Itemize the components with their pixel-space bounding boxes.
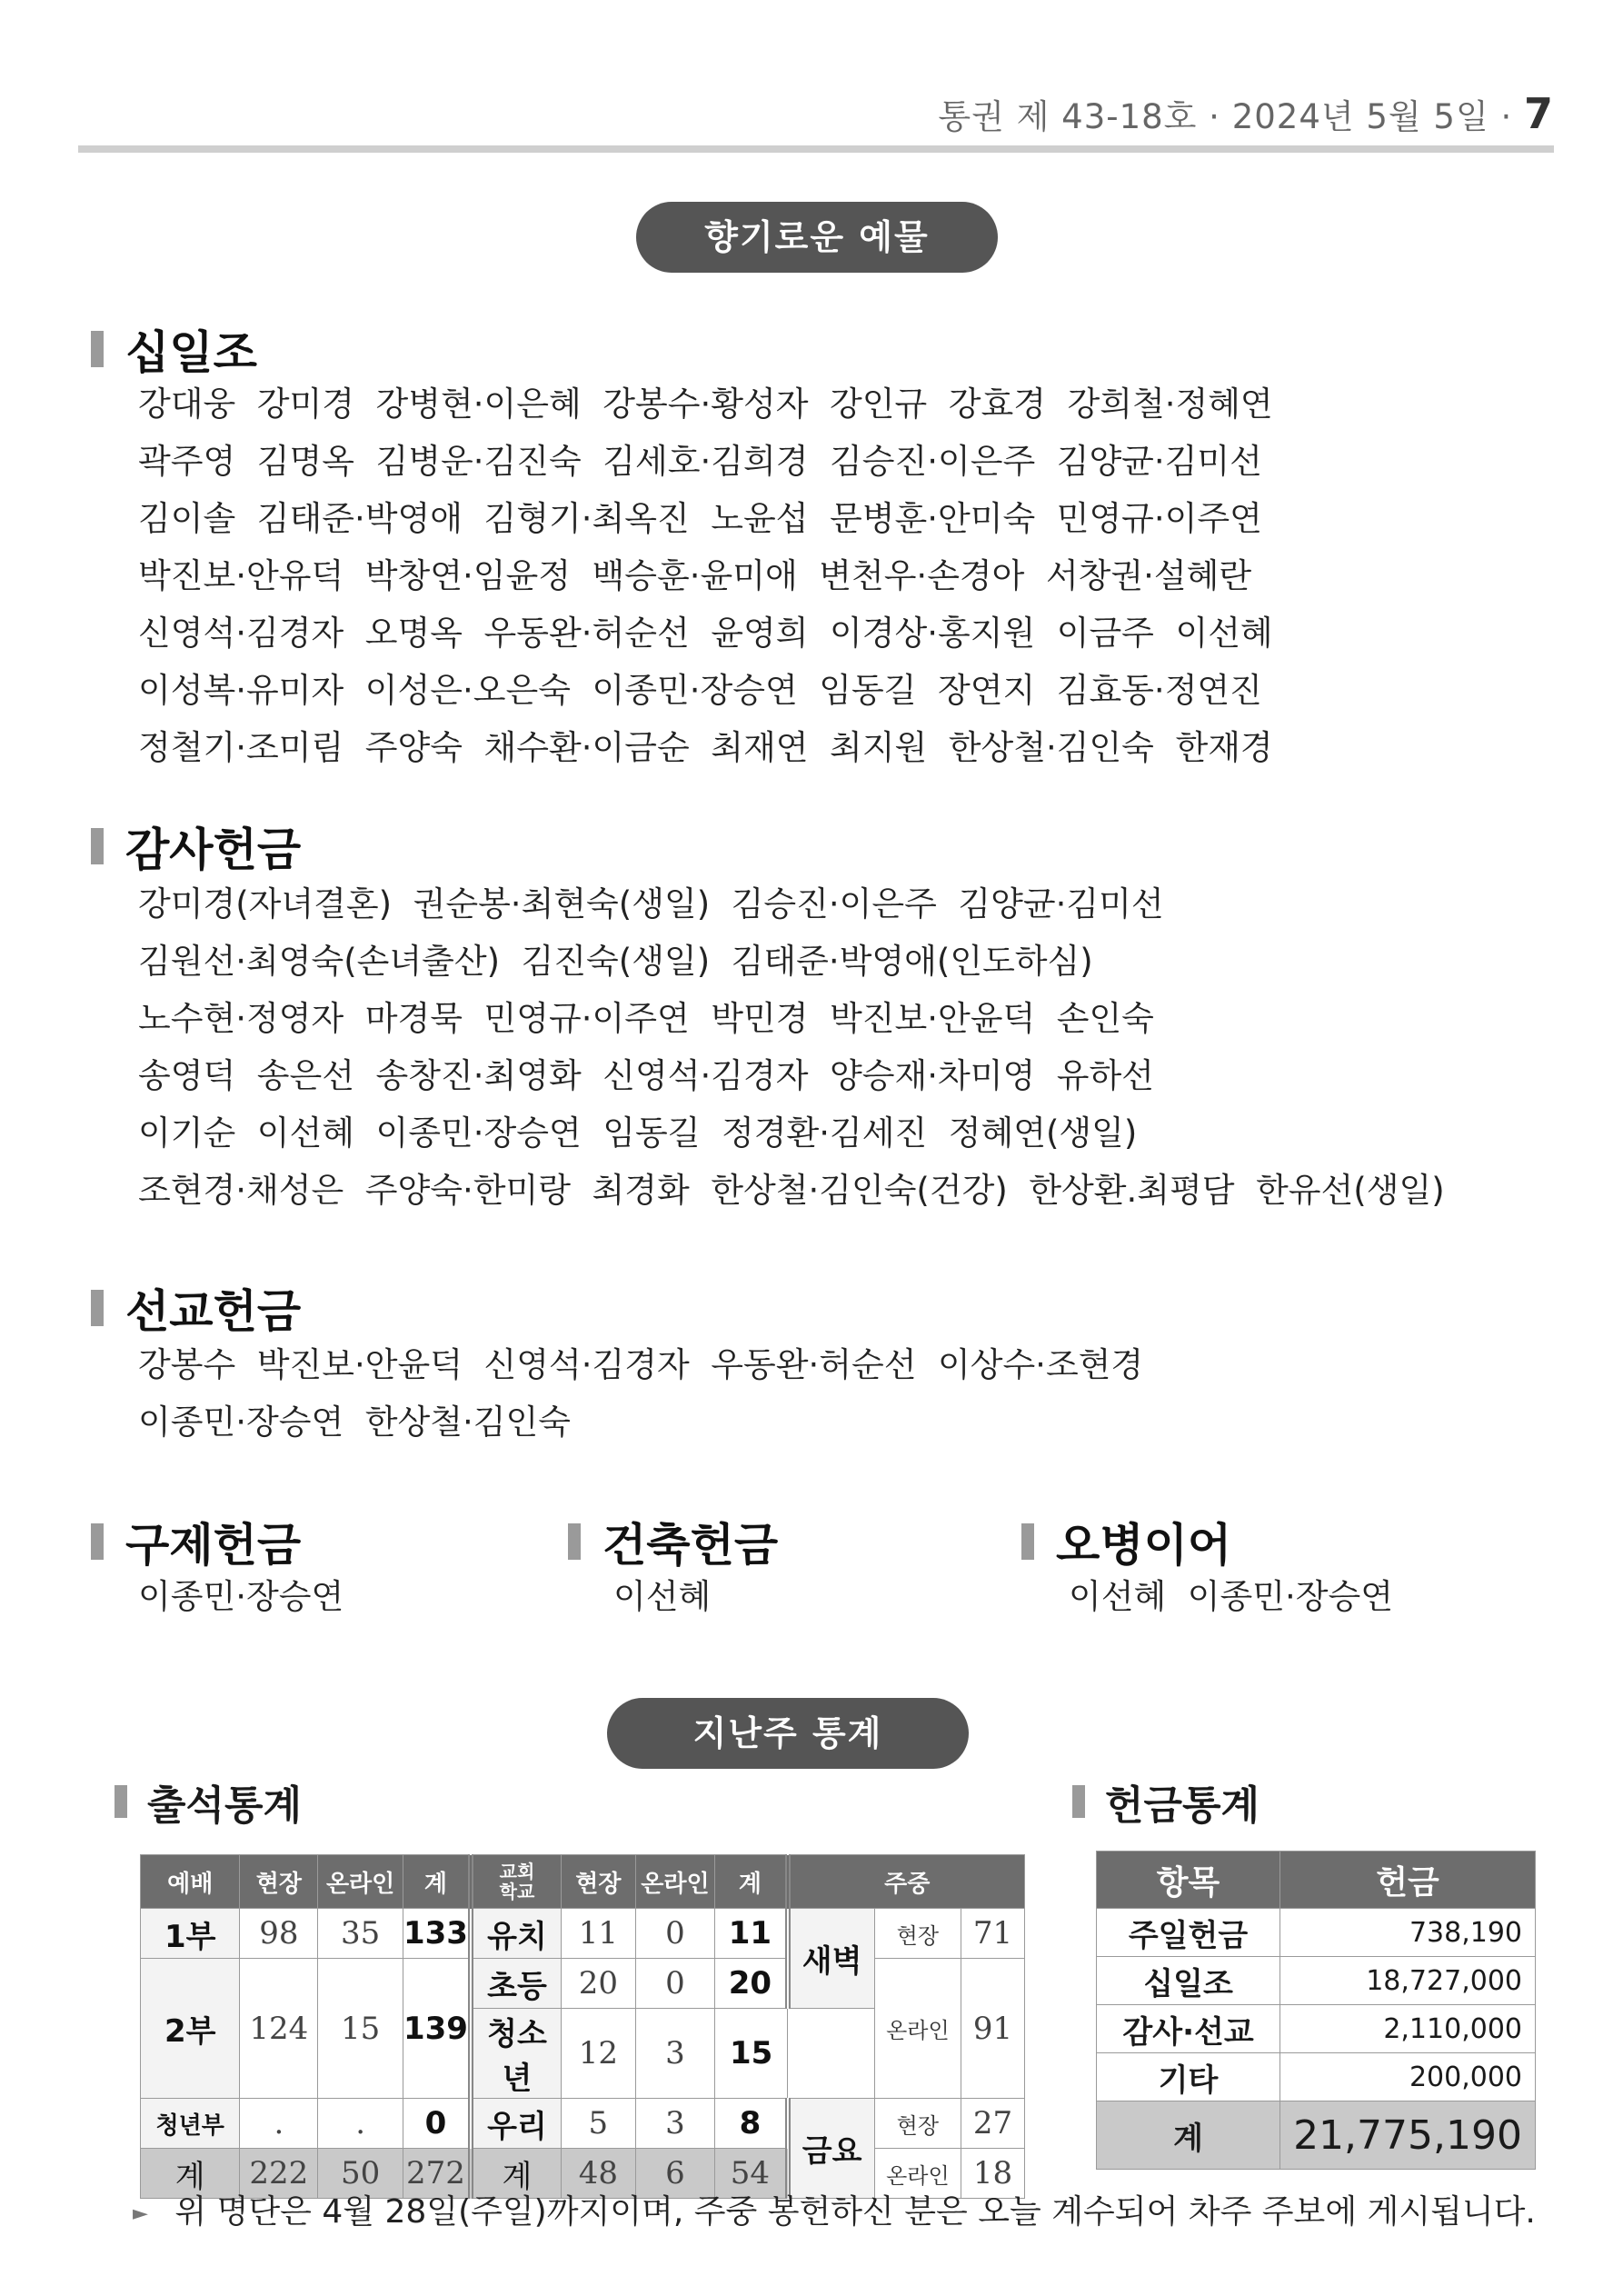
mission-title-text: 선교헌금 xyxy=(125,1285,302,1338)
cell-online: 35 xyxy=(318,1909,403,1959)
name-line: 이종민·장승연 한상철·김인숙 xyxy=(138,1403,571,1442)
relief-title-text: 구제헌금 xyxy=(125,1519,302,1572)
cell-total: 15 xyxy=(715,2009,788,2099)
building-title-text: 건축헌금 xyxy=(602,1519,779,1572)
issue-text: 통권 제 43-18호 · 2024년 5월 5일 · xyxy=(938,97,1513,136)
offering-amount: 200,000 xyxy=(1280,2053,1536,2101)
col-onsite: 현장 xyxy=(240,1855,318,1909)
tithe-title-text: 십일조 xyxy=(125,326,257,379)
row-label: 2부 xyxy=(141,1959,240,2099)
friday-onsite-label: 현장 xyxy=(874,2099,961,2149)
thanks-title-text: 감사헌금 xyxy=(125,824,302,876)
table-row xyxy=(1097,2005,1536,2053)
col-amount: 헌금 xyxy=(1280,1852,1536,1909)
table-row xyxy=(1097,2053,1536,2101)
footnote-text: 위 명단은 4월 28일(주일)까지이며, 주중 봉헌하신 분은 오늘 계수되어 차주 주보에 게시됩니다. xyxy=(174,2193,1536,2231)
section-marker xyxy=(568,1523,581,1560)
col-service: 예배 xyxy=(141,1855,240,1909)
page-header xyxy=(78,73,1554,153)
dawn-label: 새벽 xyxy=(788,1909,875,2009)
offering-item: 십일조 xyxy=(1097,1957,1280,2005)
thanks-names xyxy=(138,875,1445,1219)
offering-amount: 2,110,000 xyxy=(1280,2005,1536,2053)
section-marker xyxy=(115,1785,127,1818)
dawn-onsite-label: 현장 xyxy=(874,1909,961,1959)
cell-onsite: 12 xyxy=(561,2009,635,2099)
cell-online: 50 xyxy=(318,2149,403,2199)
offering-item: 주일헌금 xyxy=(1097,1909,1280,1957)
attendance-header-row xyxy=(141,1855,1025,1909)
row-label: 청소년 xyxy=(471,2009,562,2099)
attendance-title-text: 출석통계 xyxy=(147,1782,303,1829)
tithe-names xyxy=(138,375,1273,776)
name-line: 정철기·조미림 주양숙 채수환·이금순 최재연 최지원 한상철·김인숙 한재경 xyxy=(138,728,1273,767)
total-amount: 21,775,190 xyxy=(1280,2101,1536,2170)
friday-online-label: 온라인 xyxy=(874,2149,961,2199)
name-line: 이기순 이선혜 이종민·장승연 임동길 정경환·김세진 정혜연(생일) xyxy=(138,1113,1138,1153)
table-row xyxy=(141,2099,1025,2149)
offering-item: 기타 xyxy=(1097,2053,1280,2101)
cell-onsite: 98 xyxy=(240,1909,318,1959)
name-line: 조현경·채성은 주양숙·한미랑 최경화 한상철·김인숙(건강) 한상환.최평담 한유선(생일) xyxy=(138,1171,1445,1210)
cell-onsite: . xyxy=(240,2099,318,2149)
money-title xyxy=(1072,1772,1260,1831)
dawn-online-label: 온라인 xyxy=(874,1959,961,2099)
cell-total: 11 xyxy=(715,1909,788,1959)
name-line: 박진보·안유덕 박창연·임윤정 백승훈·윤미애 변천우·손경아 서창권·설혜란 xyxy=(138,556,1252,595)
cell-total: 0 xyxy=(403,2099,470,2149)
table-row xyxy=(1097,1957,1536,2005)
cell-total: 20 xyxy=(715,1959,788,2009)
section-marker xyxy=(91,828,104,864)
offerings-pill: 향기로운 예물 xyxy=(636,202,998,273)
cell-online: . xyxy=(318,2099,403,2149)
offering-amount: 738,190 xyxy=(1280,1909,1536,1957)
thanks-title xyxy=(91,814,301,879)
offering-table xyxy=(1096,1851,1536,2170)
cell-onsite: 11 xyxy=(561,1909,635,1959)
row-label: 1부 xyxy=(141,1909,240,1959)
dawn-online-value: 91 xyxy=(961,1959,1025,2099)
col-item: 항목 xyxy=(1097,1852,1280,1909)
name-line: 송영덕 송은선 송창진·최영화 신영석·김경자 양승재·차미영 유하선 xyxy=(138,1056,1154,1095)
cell-total: 54 xyxy=(715,2149,788,2199)
school-header-top: 교회 xyxy=(499,1861,535,1882)
offering-header-row xyxy=(1097,1852,1536,1909)
offering-item: 감사·선교 xyxy=(1097,2005,1280,2053)
school-header-bottom: 학교 xyxy=(499,1881,535,1902)
building-names: 이선혜 xyxy=(613,1577,712,1616)
attendance-table xyxy=(140,1854,1025,2199)
friday-online-value: 18 xyxy=(961,2149,1025,2199)
mission-names xyxy=(138,1336,1143,1451)
table-row xyxy=(141,1909,1025,1959)
section-marker xyxy=(91,1290,104,1326)
name-line: 이성복·유미자 이성은·오은숙 이종민·장승연 임동길 장연지 김효동·정연진 xyxy=(138,671,1262,710)
cell-online: 3 xyxy=(635,2099,715,2149)
cell-total: 272 xyxy=(403,2149,470,2199)
offering-amount: 18,727,000 xyxy=(1280,1957,1536,2005)
name-line: 곽주영 김명옥 김병운·김진숙 김세호·김희경 김승진·이은주 김양균·김미선 xyxy=(138,442,1262,481)
row-label: 계 xyxy=(141,2149,240,2199)
building-title xyxy=(568,1509,778,1574)
section-marker xyxy=(1021,1523,1034,1560)
col-online: 온라인 xyxy=(318,1855,403,1909)
col-weekday: 주중 xyxy=(788,1855,1025,1909)
relief-names: 이종민·장승연 xyxy=(138,1577,344,1616)
section-marker xyxy=(91,1523,104,1560)
cell-onsite: 124 xyxy=(240,1959,318,2099)
dawn-onsite-value: 71 xyxy=(961,1909,1025,1959)
widow-names: 이선혜 이종민·장승연 xyxy=(1069,1577,1393,1616)
attendance-title xyxy=(115,1772,302,1831)
col-school xyxy=(471,1855,562,1909)
cell-online: 0 xyxy=(635,1909,715,1959)
cell-total: 139 xyxy=(403,1959,470,2099)
table-row xyxy=(1097,1909,1536,1957)
cell-onsite: 48 xyxy=(561,2149,635,2199)
total-row xyxy=(1097,2101,1536,2170)
row-label: 청년부 xyxy=(141,2099,240,2149)
widow-title-text: 오병이어 xyxy=(1056,1519,1232,1572)
row-label: 초등 xyxy=(471,1959,562,2009)
cell-online: 3 xyxy=(635,2009,715,2099)
total-label: 계 xyxy=(1097,2101,1280,2170)
name-line: 김이솔 김태준·박영애 김형기·최옥진 노윤섭 문병훈·안미숙 민영규·이주연 xyxy=(138,499,1262,538)
friday-label: 금요 xyxy=(788,2099,875,2199)
friday-onsite-value: 27 xyxy=(961,2099,1025,2149)
col-total: 계 xyxy=(403,1855,470,1909)
page-number: 7 xyxy=(1523,89,1554,138)
tithe-title xyxy=(91,316,257,382)
mission-title xyxy=(91,1275,301,1341)
issue-info xyxy=(938,89,1554,138)
row-label: 유치 xyxy=(471,1909,562,1959)
triangle-bullet-icon: ► xyxy=(133,2201,148,2225)
row-label: 우리 xyxy=(471,2099,562,2149)
cell-online: 6 xyxy=(635,2149,715,2199)
col-school-online: 온라인 xyxy=(635,1855,715,1909)
row-label: 계 xyxy=(471,2149,562,2199)
table-row xyxy=(141,1959,1025,2009)
widow-title xyxy=(1021,1509,1231,1574)
stats-pill: 지난주 통계 xyxy=(607,1698,969,1769)
section-marker xyxy=(1072,1785,1085,1818)
footnote xyxy=(133,2186,1536,2232)
cell-onsite: 222 xyxy=(240,2149,318,2199)
cell-onsite: 5 xyxy=(561,2099,635,2149)
relief-title xyxy=(91,1509,301,1574)
name-line: 노수현·정영자 마경묵 민영규·이주연 박민경 박진보·안윤덕 손인숙 xyxy=(138,999,1154,1038)
name-line: 강봉수 박진보·안윤덕 신영석·김경자 우동완·허순선 이상수·조현경 xyxy=(138,1345,1144,1384)
name-line: 신영석·김경자 오명옥 우동완·허순선 윤영희 이경상·홍지원 이금주 이선혜 xyxy=(138,614,1273,653)
cell-total: 8 xyxy=(715,2099,788,2149)
money-title-text: 헌금통계 xyxy=(1105,1782,1260,1829)
cell-total: 133 xyxy=(403,1909,470,1959)
cell-onsite: 20 xyxy=(561,1959,635,2009)
cell-online: 15 xyxy=(318,1959,403,2099)
col-school-total: 계 xyxy=(715,1855,788,1909)
name-line: 김원선·최영숙(손녀출산) 김진숙(생일) 김태준·박영애(인도하심) xyxy=(138,942,1093,981)
col-school-onsite: 현장 xyxy=(561,1855,635,1909)
name-line: 강대웅 강미경 강병현·이은혜 강봉수·황성자 강인규 강효경 강희철·정혜연 xyxy=(138,384,1273,424)
section-marker xyxy=(91,331,104,367)
cell-online: 0 xyxy=(635,1959,715,2009)
name-line: 강미경(자녀결혼) 권순봉·최현숙(생일) 김승진·이은주 김양균·김미선 xyxy=(138,884,1164,923)
